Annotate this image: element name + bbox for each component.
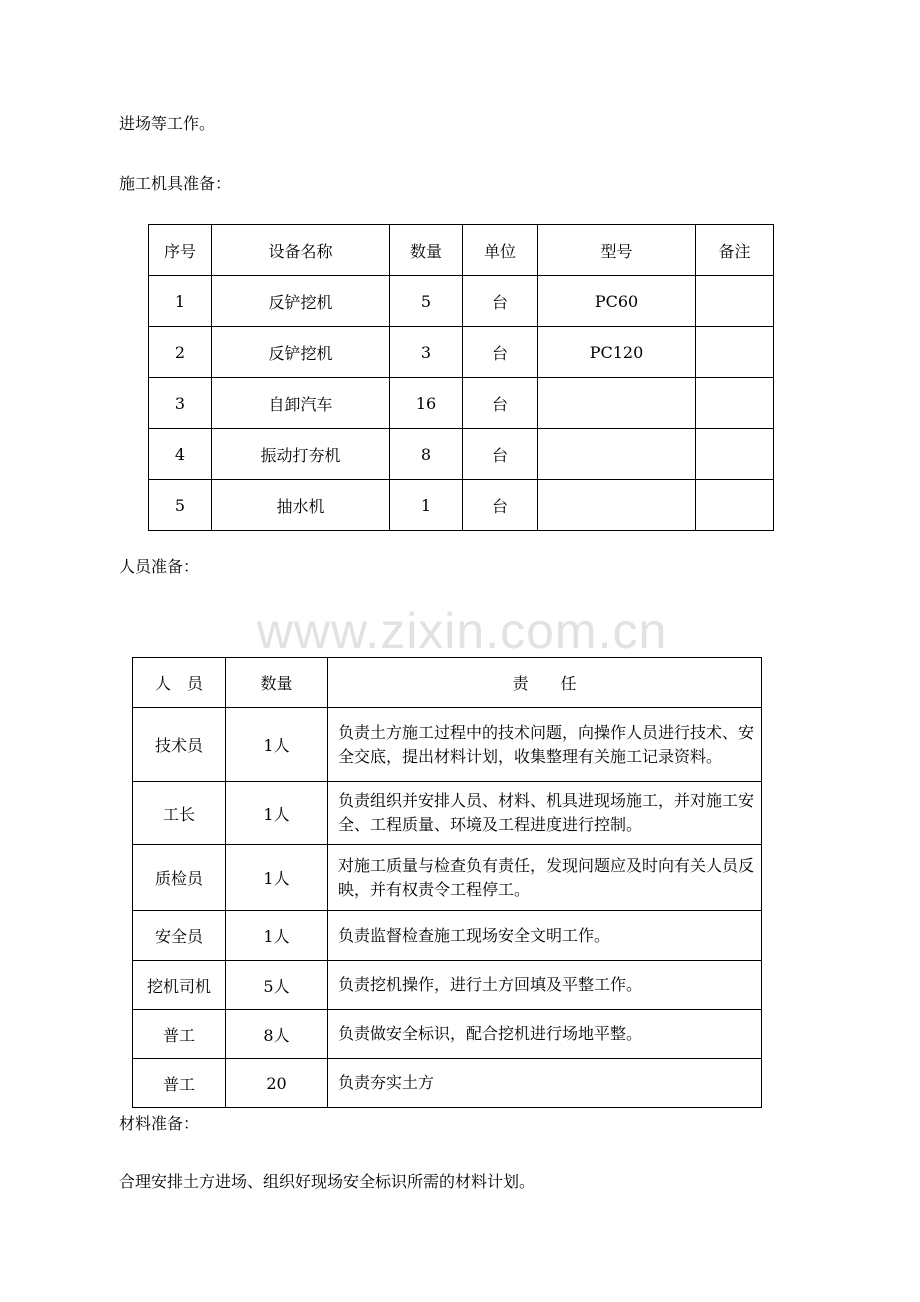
table-row: [149, 327, 774, 378]
header-cell: 设备名称: [212, 225, 390, 276]
table-row: [149, 429, 774, 480]
remark-cell: [696, 480, 774, 531]
role-cell: 普工: [133, 1059, 226, 1108]
model-cell: PC120: [538, 327, 696, 378]
quantity-cell: 1: [390, 480, 463, 531]
header-cell: 数量: [390, 225, 463, 276]
count-cell: 1人: [226, 911, 328, 961]
equipment-name-cell: 自卸汽车: [212, 378, 390, 429]
table-row: [133, 782, 762, 845]
quantity-cell: 8: [390, 429, 463, 480]
equipment-name-cell: 反铲挖机: [212, 276, 390, 327]
model-cell: [538, 480, 696, 531]
equipment-name-cell: 反铲挖机: [212, 327, 390, 378]
watermark: www.zixin.com.cn: [256, 603, 668, 659]
count-cell: 1人: [226, 708, 328, 782]
table-row: [133, 1059, 762, 1108]
table-row: [149, 378, 774, 429]
count-cell: 1人: [226, 845, 328, 911]
text-continuation: 进场等工作。: [119, 114, 216, 133]
header-cell: 数量: [226, 658, 328, 708]
unit-cell: 台: [463, 327, 538, 378]
duty-cell: 负责组织并安排人员、材料、机具进现场施工，并对施工安全、工程质量、环境及工程进度进行控制。: [328, 782, 762, 845]
quantity-cell: 3: [390, 327, 463, 378]
model-cell: [538, 429, 696, 480]
unit-cell: 台: [463, 276, 538, 327]
table-row: [133, 911, 762, 961]
table-row: [149, 480, 774, 531]
equipment-table: [148, 224, 774, 531]
remark-cell: [696, 429, 774, 480]
count-cell: 8人: [226, 1010, 328, 1059]
staff-heading: 人员准备：: [119, 557, 200, 576]
duty-cell: 负责挖机操作，进行土方回填及平整工作。: [328, 961, 762, 1010]
model-cell: PC60: [538, 276, 696, 327]
table-row: [133, 961, 762, 1010]
header-cell: 备注: [696, 225, 774, 276]
equipment-header-row: [149, 225, 774, 276]
staff-header-row: [133, 658, 762, 708]
header-cell: 责 任: [328, 658, 762, 708]
role-cell: 技术员: [133, 708, 226, 782]
header-cell: 单位: [463, 225, 538, 276]
model-cell: [538, 378, 696, 429]
count-cell: 1人: [226, 782, 328, 845]
role-cell: 质检员: [133, 845, 226, 911]
quantity-cell: 5: [390, 276, 463, 327]
duty-cell: 对施工质量与检查负有责任，发现问题应及时向有关人员反映，并有权责令工程停工。: [328, 845, 762, 911]
index-cell: 3: [149, 378, 212, 429]
index-cell: 1: [149, 276, 212, 327]
remark-cell: [696, 276, 774, 327]
index-cell: 5: [149, 480, 212, 531]
unit-cell: 台: [463, 480, 538, 531]
duty-cell: 负责土方施工过程中的技术问题，向操作人员进行技术、安全交底，提出材料计划，收集整理有关施工记录资料。: [328, 708, 762, 782]
index-cell: 2: [149, 327, 212, 378]
header-cell: 人 员: [133, 658, 226, 708]
equipment-name-cell: 抽水机: [212, 480, 390, 531]
remark-cell: [696, 378, 774, 429]
unit-cell: 台: [463, 429, 538, 480]
role-cell: 工长: [133, 782, 226, 845]
material-text: 合理安排土方进场、组织好现场安全标识所需的材料计划。: [119, 1172, 536, 1191]
header-cell: 序号: [149, 225, 212, 276]
remark-cell: [696, 327, 774, 378]
index-cell: 4: [149, 429, 212, 480]
equipment-heading: 施工机具准备：: [119, 174, 232, 193]
duty-cell: 负责监督检查施工现场安全文明工作。: [328, 911, 762, 961]
table-row: [133, 1010, 762, 1059]
role-cell: 挖机司机: [133, 961, 226, 1010]
duty-cell: 负责做安全标识，配合挖机进行场地平整。: [328, 1010, 762, 1059]
role-cell: 安全员: [133, 911, 226, 961]
table-row: [133, 845, 762, 911]
header-cell: 型号: [538, 225, 696, 276]
count-cell: 5人: [226, 961, 328, 1010]
duty-cell: 负责夯实土方: [328, 1059, 762, 1108]
unit-cell: 台: [463, 378, 538, 429]
count-cell: 20: [226, 1059, 328, 1108]
material-heading: 材料准备：: [119, 1114, 200, 1133]
staff-table: [132, 657, 762, 1108]
quantity-cell: 16: [390, 378, 463, 429]
table-row: [133, 708, 762, 782]
table-row: [149, 276, 774, 327]
role-cell: 普工: [133, 1010, 226, 1059]
equipment-name-cell: 振动打夯机: [212, 429, 390, 480]
